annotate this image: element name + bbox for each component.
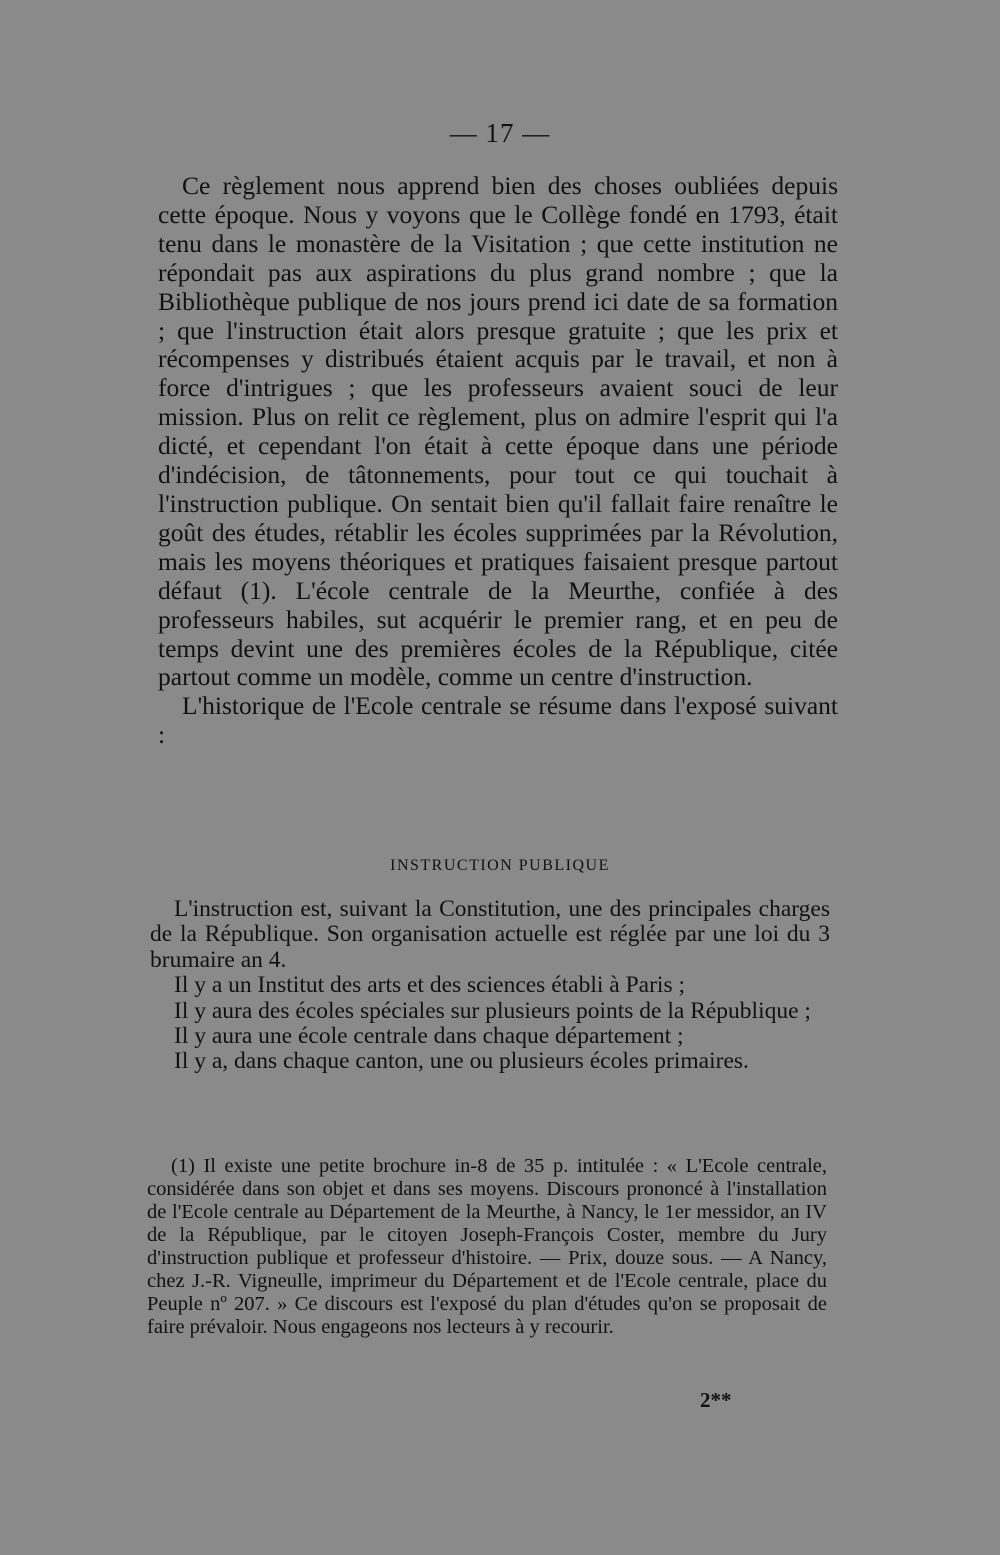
section-heading: INSTRUCTION PUBLIQUE — [390, 857, 610, 874]
instruction-paragraph: Il y a un Institut des arts et des sciences établi à Paris ; — [174, 972, 685, 999]
body-paragraph: Ce règlement nous apprend bien des choses oubliées depuis cette époque. Nous y voyons que le Collège fondé en 1793, était tenu dans le monastère de la Visitation ; que cette institution ne répondait pas aux aspirations du plus grand nombre ; que la Bibliothèque publique de nos jours prend ici date de sa formation ; que l'instruction était alors presque gratuite ; que les prix et récompenses y distribués étaient acquis par le travail, et non à force d'intrigues ; que les professeurs avaient souci de leur mission. Plus on relit ce règlement, plus on admire l'esprit qui l'a dicté, et cependant l'on était à cette époque dans une période d'indécision, de tâtonnements, pour tout ce qui touchait à l'instruction publique. On sentait bien qu'il fallait faire renaître le goût des études, rétablir les écoles supprimées par la Révolution, mais les moyens théoriques et pratiques faisaient presque partout défaut (1). L'école centrale de la Meurthe, confiée à des professeurs habiles, sut acquérir le premier rang, et en peu de temps devint une des premières écoles de la République, citée partout comme un modèle, comme un centre d'instruction. — [158, 171, 838, 692]
signature-mark: 2** — [700, 1388, 732, 1412]
instruction-paragraph: Il y a, dans chaque canton, une ou plusieurs écoles primaires. — [174, 1048, 749, 1075]
instruction-paragraph: Il y aura des écoles spéciales sur plusieurs points de la République ; — [174, 997, 811, 1024]
body-paragraph: L'historique de l'Ecole centrale se résume dans l'exposé suivant : — [158, 691, 838, 750]
footnote-text: (1) Il existe une petite brochure in-8 de 35 p. intitulée : « L'Ecole centrale, considérée dans son objet et dans ses moyens. Discours prononcé à l'installation de l'Ecole centrale au Département de la Meurthe, à Nancy, le 1er messidor, an IV de la République, par le citoyen Joseph-François Coster, membre du Jury d'instruction publique et professeur d'histoire. — Prix, douze sous. — A Nancy, chez J.-R. Vigneulle, imprimeur du Département et de l'Ecole centrale, place du Peuple nº 207. » Ce discours est l'exposé du plan d'études qu'on se proposait de faire prévaloir. Nous engageons nos lecteurs à y recourir. — [147, 1155, 827, 1338]
page-number: — 17 — — [449, 118, 551, 148]
main-text — [158, 172, 838, 750]
footnote — [147, 1155, 827, 1339]
instruction-paragraph: Il y aura une école centrale dans chaque département ; — [174, 1023, 684, 1050]
instruction-paragraph: L'instruction est, suivant la Constitution, une des principales charges de la République. Son organisation actuelle est réglée par une loi du 3 brumaire an 4. — [150, 896, 830, 973]
instruction-text — [150, 897, 830, 1075]
